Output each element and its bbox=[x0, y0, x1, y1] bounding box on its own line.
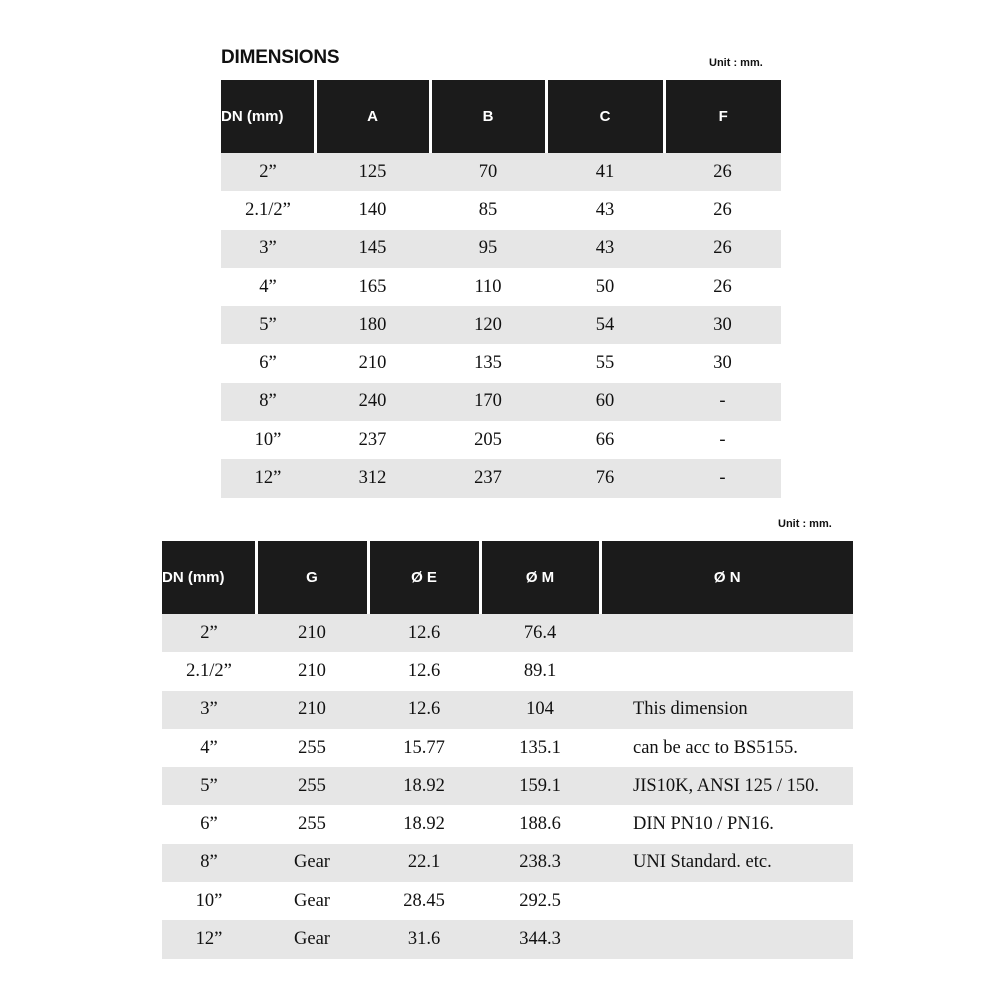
table-cell: 12.6 bbox=[368, 691, 480, 729]
dimensions-table-1 bbox=[221, 80, 781, 498]
column-header-e: Ø E bbox=[368, 541, 480, 614]
table-header-row bbox=[162, 541, 853, 614]
table-cell: 3” bbox=[221, 230, 315, 268]
note-cell bbox=[600, 882, 853, 920]
table-cell: 15.77 bbox=[368, 729, 480, 767]
table-row bbox=[221, 153, 781, 191]
table-cell: 255 bbox=[256, 729, 368, 767]
table-cell: 31.6 bbox=[368, 920, 480, 958]
table-cell: 210 bbox=[256, 614, 368, 652]
table-cell: 30 bbox=[664, 306, 781, 344]
table-cell: 170 bbox=[430, 383, 546, 421]
table-cell: 66 bbox=[546, 421, 664, 459]
table-cell: 210 bbox=[256, 652, 368, 690]
table-cell: 12” bbox=[221, 459, 315, 497]
table-cell: 54 bbox=[546, 306, 664, 344]
table-row bbox=[162, 920, 853, 958]
table-cell: 30 bbox=[664, 344, 781, 382]
table-cell: 28.45 bbox=[368, 882, 480, 920]
table-cell: - bbox=[664, 383, 781, 421]
page-title: DIMENSIONS bbox=[221, 47, 340, 68]
table-cell: 2.1/2” bbox=[221, 191, 315, 229]
table-cell: 26 bbox=[664, 153, 781, 191]
table-header-row bbox=[221, 80, 781, 153]
table-cell: 210 bbox=[315, 344, 430, 382]
column-header-dn: DN (mm) bbox=[221, 80, 315, 153]
table-row bbox=[162, 614, 853, 652]
table-cell: 26 bbox=[664, 230, 781, 268]
table-cell: 210 bbox=[256, 691, 368, 729]
table-cell: 43 bbox=[546, 230, 664, 268]
table-cell: 60 bbox=[546, 383, 664, 421]
note-cell: can be acc to BS5155. bbox=[600, 729, 853, 767]
table-cell: 140 bbox=[315, 191, 430, 229]
table-cell: - bbox=[664, 421, 781, 459]
table-cell: 5” bbox=[162, 767, 256, 805]
table-row bbox=[221, 421, 781, 459]
table-cell: 110 bbox=[430, 268, 546, 306]
table-cell: 6” bbox=[162, 805, 256, 843]
table-cell: 3” bbox=[162, 691, 256, 729]
table-cell: Gear bbox=[256, 844, 368, 882]
column-header-a: A bbox=[315, 80, 430, 153]
unit-label: Unit : mm. bbox=[709, 57, 763, 69]
table-cell: 125 bbox=[315, 153, 430, 191]
table-row bbox=[162, 691, 853, 729]
table-cell: 312 bbox=[315, 459, 430, 497]
table-row bbox=[221, 344, 781, 382]
table-cell: 205 bbox=[430, 421, 546, 459]
table-cell: 6” bbox=[221, 344, 315, 382]
column-header-m: Ø M bbox=[480, 541, 600, 614]
table-cell: 188.6 bbox=[480, 805, 600, 843]
table-cell: 95 bbox=[430, 230, 546, 268]
column-header-c: C bbox=[546, 80, 664, 153]
table-cell: - bbox=[664, 459, 781, 497]
table-cell: Gear bbox=[256, 920, 368, 958]
table-cell: 18.92 bbox=[368, 767, 480, 805]
table-cell: 120 bbox=[430, 306, 546, 344]
table-cell: 237 bbox=[315, 421, 430, 459]
note-cell bbox=[600, 652, 853, 690]
table-cell: 12.6 bbox=[368, 614, 480, 652]
table-cell: 255 bbox=[256, 805, 368, 843]
note-cell: UNI Standard. etc. bbox=[600, 844, 853, 882]
table-cell: 5” bbox=[221, 306, 315, 344]
table-cell: 22.1 bbox=[368, 844, 480, 882]
table-cell: 2.1/2” bbox=[162, 652, 256, 690]
table-cell: 159.1 bbox=[480, 767, 600, 805]
table-cell: 2” bbox=[162, 614, 256, 652]
table-cell: 50 bbox=[546, 268, 664, 306]
table-cell: 85 bbox=[430, 191, 546, 229]
table-cell: 145 bbox=[315, 230, 430, 268]
table-row bbox=[162, 805, 853, 843]
table-cell: 12” bbox=[162, 920, 256, 958]
table-cell: 26 bbox=[664, 268, 781, 306]
table-cell: 240 bbox=[315, 383, 430, 421]
table-cell: 8” bbox=[162, 844, 256, 882]
table-cell: 8” bbox=[221, 383, 315, 421]
column-header-f: F bbox=[664, 80, 781, 153]
note-cell: JIS10K, ANSI 125 / 150. bbox=[600, 767, 853, 805]
table-row bbox=[162, 652, 853, 690]
table-cell: 89.1 bbox=[480, 652, 600, 690]
table-row bbox=[221, 383, 781, 421]
table-cell: 180 bbox=[315, 306, 430, 344]
table-cell: 10” bbox=[221, 421, 315, 459]
table-cell: 4” bbox=[162, 729, 256, 767]
table-cell: 70 bbox=[430, 153, 546, 191]
table-cell: Gear bbox=[256, 882, 368, 920]
note-cell bbox=[600, 614, 853, 652]
table-cell: 4” bbox=[221, 268, 315, 306]
table-row bbox=[221, 459, 781, 497]
column-header-g: G bbox=[256, 541, 368, 614]
column-header-b: B bbox=[430, 80, 546, 153]
table-cell: 26 bbox=[664, 191, 781, 229]
table-cell: 2” bbox=[221, 153, 315, 191]
table-cell: 135 bbox=[430, 344, 546, 382]
table-cell: 76 bbox=[546, 459, 664, 497]
table-row bbox=[162, 767, 853, 805]
column-header-n: Ø N bbox=[600, 541, 853, 614]
table-cell: 135.1 bbox=[480, 729, 600, 767]
table-cell: 12.6 bbox=[368, 652, 480, 690]
table-row bbox=[162, 729, 853, 767]
table-cell: 238.3 bbox=[480, 844, 600, 882]
note-cell bbox=[600, 920, 853, 958]
table-cell: 237 bbox=[430, 459, 546, 497]
table-row bbox=[221, 230, 781, 268]
table-cell: 10” bbox=[162, 882, 256, 920]
table-cell: 41 bbox=[546, 153, 664, 191]
dimensions-table-2 bbox=[162, 541, 853, 959]
table-cell: 76.4 bbox=[480, 614, 600, 652]
table-row bbox=[162, 882, 853, 920]
note-cell: This dimension bbox=[600, 691, 853, 729]
table-cell: 292.5 bbox=[480, 882, 600, 920]
table-cell: 18.92 bbox=[368, 805, 480, 843]
table-cell: 344.3 bbox=[480, 920, 600, 958]
table-cell: 104 bbox=[480, 691, 600, 729]
unit-label: Unit : mm. bbox=[778, 518, 832, 530]
table-cell: 255 bbox=[256, 767, 368, 805]
table-row bbox=[221, 191, 781, 229]
note-cell: DIN PN10 / PN16. bbox=[600, 805, 853, 843]
table-cell: 55 bbox=[546, 344, 664, 382]
table-row bbox=[221, 268, 781, 306]
table-cell: 43 bbox=[546, 191, 664, 229]
column-header-dn: DN (mm) bbox=[162, 541, 256, 614]
table-row bbox=[162, 844, 853, 882]
table-cell: 165 bbox=[315, 268, 430, 306]
table-row bbox=[221, 306, 781, 344]
